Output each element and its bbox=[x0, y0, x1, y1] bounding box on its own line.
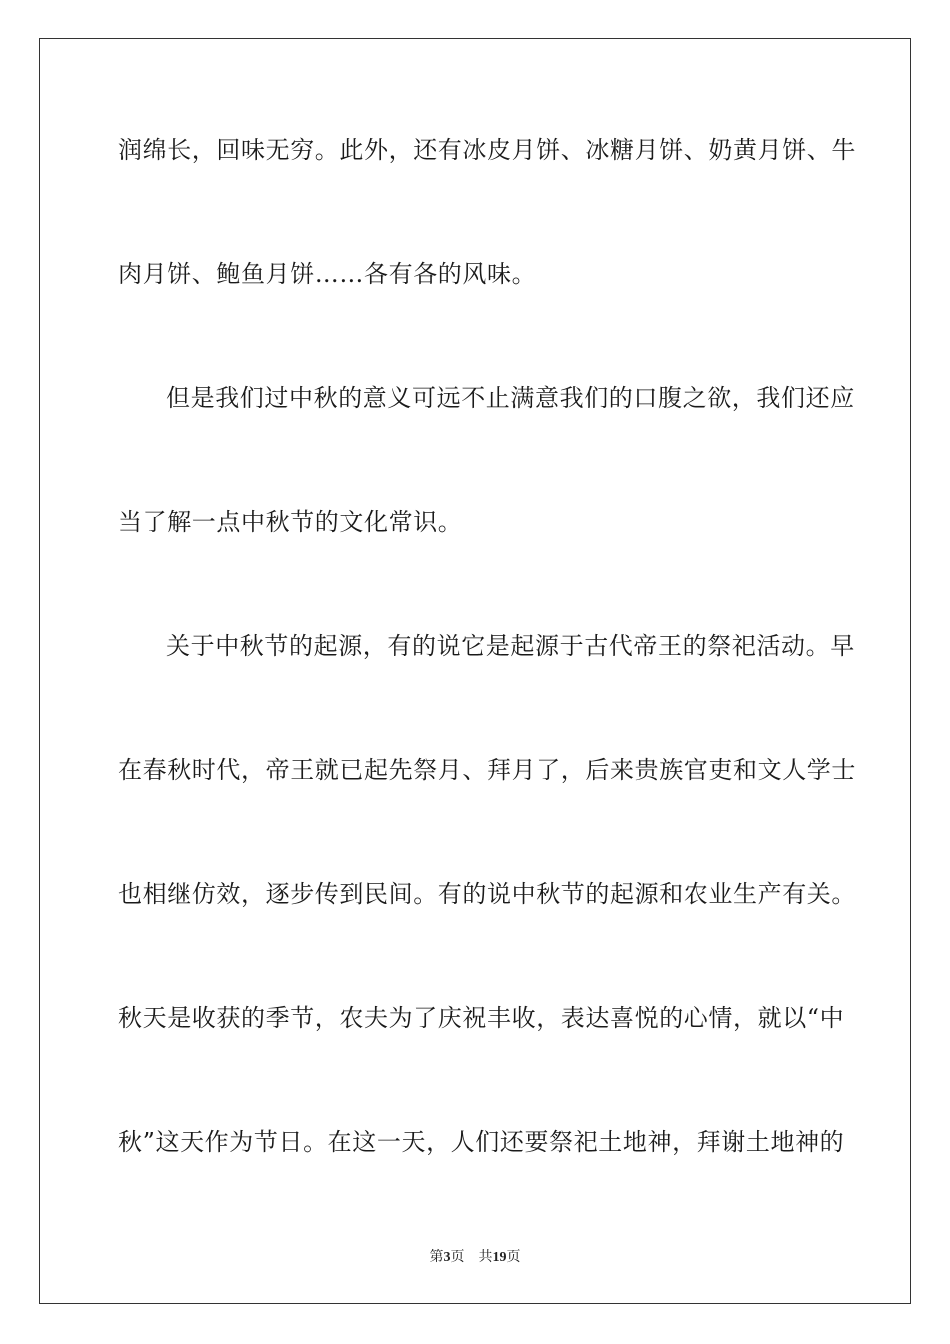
page-border bbox=[39, 38, 911, 1304]
page-number: 3 bbox=[443, 1250, 451, 1265]
paragraph-first-line: 关于中秋节的起源，有的说它是起源于古代帝王的祭祀活动。早 bbox=[166, 632, 855, 660]
page-footer bbox=[0, 1248, 950, 1267]
body-text-line: 秋天是收获的季节，农夫为了庆祝丰收，表达喜悦的心情，就以“中 bbox=[118, 1004, 845, 1032]
body-text-line: 也相继仿效，逐步传到民间。有的说中秋节的起源和农业生产有关。 bbox=[118, 880, 856, 908]
body-text-line: 秋”这天作为节日。在这一天，人们还要祭祀土地神，拜谢土地神的 bbox=[118, 1128, 845, 1156]
total-prefix: 共 bbox=[478, 1249, 493, 1265]
page-suffix: 页 bbox=[450, 1249, 465, 1265]
body-text-line: 在春秋时代，帝王就已起先祭月、拜月了，后来贵族官吏和文人学士 bbox=[118, 756, 856, 784]
total-pages: 19 bbox=[492, 1250, 507, 1265]
body-text-line: 肉月饼、鲍鱼月饼……各有各的风味。 bbox=[118, 260, 537, 288]
page-prefix: 第 bbox=[429, 1249, 444, 1265]
body-text-line: 当了解一点中秋节的文化常识。 bbox=[118, 508, 463, 536]
total-suffix: 页 bbox=[506, 1249, 521, 1265]
paragraph-first-line: 但是我们过中秋的意义可远不止满意我们的口腹之欲，我们还应 bbox=[166, 384, 855, 412]
body-text-line: 润绵长，回味无穷。此外，还有冰皮月饼、冰糖月饼、奶黄月饼、牛 bbox=[118, 136, 856, 164]
